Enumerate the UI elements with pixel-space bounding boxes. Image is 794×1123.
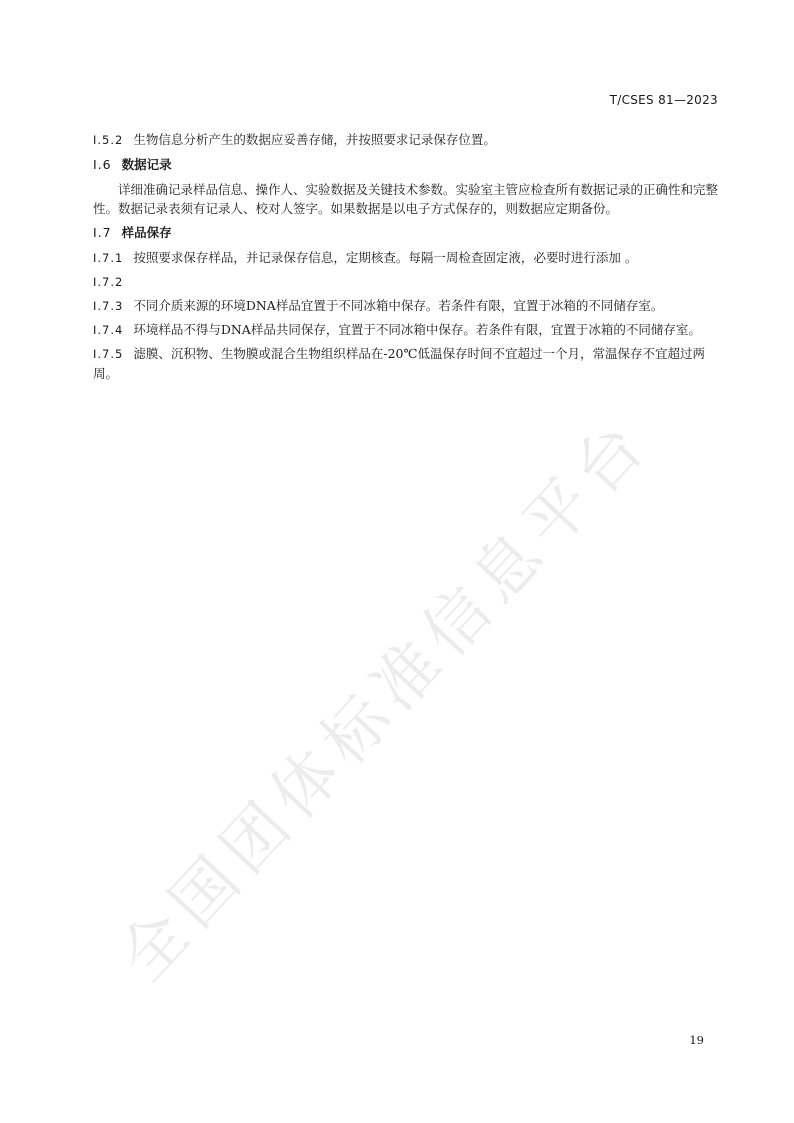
section-heading-i-6 <box>93 155 721 174</box>
clause-text: 按照要求保存样品，并记录保存信息，定期核查。每隔一周检查固定液，必要时进行添加 。 <box>133 250 638 265</box>
clause-number: I.7.1 <box>93 251 124 265</box>
section-heading-i-7 <box>93 223 721 242</box>
clause-text: 不同介质来源的环境DNA样品宜置于不同冰箱中保存。若条件有限，宜置于冰箱的不同储存室。 <box>133 298 664 313</box>
clause-i-7-3 <box>93 296 721 316</box>
document-body <box>93 130 721 387</box>
clause-number: I.5.2 <box>93 133 124 147</box>
clause-number: I.7.2 <box>93 275 124 289</box>
clause-text: 生物信息分析产生的数据应妥善存储，并按照要求记录保存位置。 <box>133 132 496 147</box>
clause-i-7-4 <box>93 320 721 340</box>
clause-i-5-2 <box>93 130 721 150</box>
section-number: I.6 <box>93 157 112 172</box>
watermark: 全国团体标准信息平台 <box>105 404 665 996</box>
page-number: 19 <box>689 1033 704 1047</box>
clause-number: I.7.3 <box>93 299 124 313</box>
paragraph-data-record: 详细准确记录样品信息、操作人、实验数据及关键技术参数。实验室主管应检查所有数据记录的正确性和完整性。数据记录表须有记录人、校对人签字。如果数据是以电子方式保存的，则数据应定期备份。 <box>93 182 719 216</box>
clause-number: I.7.5 <box>93 347 124 361</box>
section-title: 数据记录 <box>121 157 172 172</box>
section-title: 样品保存 <box>121 225 172 240</box>
document-code: T/CSES 81—2023 <box>609 93 718 107</box>
clause-i-7-2 <box>93 272 721 292</box>
clause-text: 环境样品不得与DNA样品共同保存，宜置于不同冰箱中保存。若条件有限，宜置于冰箱的不同储存室。 <box>133 322 701 337</box>
clause-i-7-5 <box>93 344 721 383</box>
clause-text: 滤膜、沉积物、生物膜或混合生物组织样品在-20℃低温保存时间不宜超过一个月，常温保存不宜超过两周。 <box>93 346 705 381</box>
clause-number: I.7.4 <box>93 323 124 337</box>
clause-i-7-1 <box>93 248 721 268</box>
section-number: I.7 <box>93 225 112 240</box>
